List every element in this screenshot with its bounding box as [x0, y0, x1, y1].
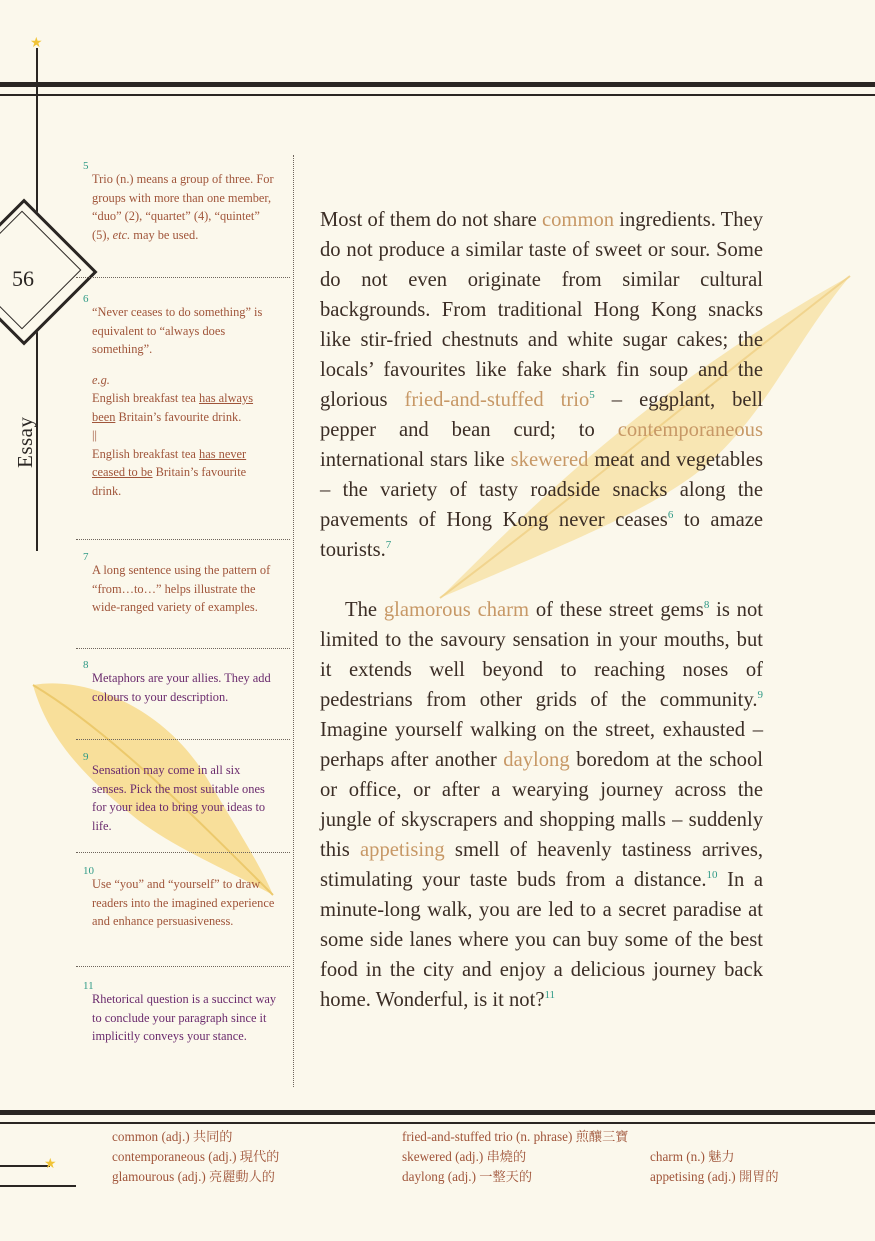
footnote-text: Sensation may come in all six senses. Pick the most suitable ones for your idea to bring your ideas to life. [92, 763, 266, 833]
footnote-9 [80, 751, 278, 835]
section-label: Essay [13, 416, 37, 468]
vocab-entry: common (adj.) 共同的 [112, 1129, 233, 1144]
footnote-number: 6 [83, 293, 89, 305]
vocab-highlight: glamorous charm [383, 599, 530, 621]
vocab-highlight: fried-and-stuffed trio [404, 389, 590, 411]
vocab-entry: contemporaneous (adj.) 現代的 [112, 1149, 280, 1164]
bottom-left-line-2 [0, 1185, 76, 1187]
bottom-left-line [0, 1165, 50, 1167]
vocab-highlight: appetising [360, 839, 445, 861]
footnote-text: A long sentence using the pattern of “from…to…” helps illustrate the wide-ranged variety of examples. [92, 563, 271, 614]
top-rule-thin [0, 94, 875, 96]
vocab-entry: charm (n.) 魅力 [650, 1149, 735, 1164]
vocabulary-column-1 [112, 1127, 279, 1187]
footnote-number: 10 [83, 865, 94, 877]
essay-paragraph-2: The glamorous charm of these street gems$^8$ is not limited to the savoury sensation in your mouths, but it extends well beyond to reaching noses of pedestrians from other grids of the community.$^9$ Imagine yourself walking on the street, exhausted – perhaps after another daylong boredom at the school or office, or after a wearying journey across the jungle of skyscrapers and shopping malls – suddenly this appetising smell of heavenly tastiness arrives, stimulating your taste buds from a distance.$^{10}$ In a minute-long walk, you are led to a secret paradise at some side lanes where you can buy some of the best food in the city and enjoy a delicious journey back home. Wonderful, is it not?$^{11}$ [320, 599, 764, 1011]
essay-body [320, 205, 763, 1015]
footnote-8 [80, 659, 278, 706]
note-separator [76, 277, 290, 278]
footnote-text: may be used. [130, 227, 199, 242]
footnote-text: Rhetorical question is a succinct way to conclude your paragraph since it implicitly conveys your stance. [92, 992, 277, 1043]
note-separator [76, 852, 290, 853]
example-divider: || [92, 428, 97, 442]
footnote-number: 9 [83, 751, 89, 763]
vocab-highlight: daylong [503, 749, 570, 771]
note-separator [76, 648, 290, 649]
page-number: 56 [12, 266, 34, 291]
footnote-marker: 10 [706, 869, 718, 881]
footnote-number: 11 [83, 980, 94, 992]
footnote-7 [80, 551, 278, 617]
vocab-entry: glamourous (adj.) 亮麗動人的 [112, 1169, 275, 1184]
footnote-text: Trio (n.) means a group of three. For groups with more than one member, “duo” (2), “quartet” (4), “quintet” (5), [92, 172, 274, 242]
star-icon-top: ★ [30, 36, 43, 51]
vocab-entry: daylong (adj.) 一整天的 [402, 1169, 533, 1184]
footnote-text: Use “you” and “yourself” to draw readers into the imagined experience and enhance persuasiveness. [92, 877, 275, 928]
vocab-entry: appetising (adj.) 開胃的 [650, 1169, 779, 1184]
footnote-number: 7 [83, 551, 89, 563]
vocab-highlight: skewered [510, 449, 589, 471]
vocab-entry: fried-and-stuffed trio (n. phrase) 煎釀三寶 [402, 1129, 629, 1144]
footnote-text: “Never ceases to do something” is equivalent to “always does something”. [92, 305, 263, 356]
vocab-highlight: common [542, 209, 615, 231]
vocab-entry: skewered (adj.) 串燒的 [402, 1149, 527, 1164]
vocabulary-column-3 [650, 1147, 779, 1187]
footnote-5 [80, 160, 278, 244]
footnote-marker: 7 [385, 539, 392, 551]
footnote-text: Metaphors are your allies. They add colours to your description. [92, 671, 271, 704]
example-label: e.g. [92, 372, 110, 387]
footnote-marker: 5 [589, 389, 595, 401]
footnote-marker: 6 [667, 509, 674, 521]
star-icon-bottom: ★ [44, 1157, 57, 1172]
note-separator [76, 539, 290, 540]
footnote-marker: 11 [544, 989, 556, 1001]
footnote-6 [80, 293, 278, 500]
example-sentence-1: English breakfast tea has always been Britain’s favourite drink. [92, 391, 254, 424]
footnote-text-italic: etc. [112, 227, 131, 242]
vocab-highlight: contemporaneous [617, 419, 763, 441]
note-separator [76, 966, 290, 967]
footnote-number: 8 [83, 659, 89, 671]
footnote-11 [80, 980, 278, 1046]
column-divider [293, 155, 294, 1087]
footnote-marker: 8 [703, 599, 710, 611]
footnote-number: 5 [83, 160, 89, 172]
bottom-rule-thick [0, 1110, 875, 1115]
footnote-10 [80, 865, 278, 931]
footnote-marker: 9 [757, 689, 763, 701]
essay-paragraph-1: Most of them do not share common ingredients. They do not produce a similar taste of sweet or sour. Some do not even originate from similar cultural backgrounds. From traditional Hong Kong snacks like stir-fried chestnuts and white sugar cakes; the locals’ favourites like fake shark fin soup and the glorious fried-and-stuffed trio$^5$ – eggplant, bell pepper and bean curd; to contemporaneous international stars like skewered meat and vegetables – the variety of tasty roadside snacks along the pavements of Hong Kong never ceases$^6$ to amaze tourists.$^7$ [320, 209, 764, 561]
top-rule-thick [0, 82, 875, 87]
note-separator [76, 739, 290, 740]
example-sentence-2: English breakfast tea has never ceased to be Britain’s favourite drink. [92, 446, 247, 498]
bottom-rule-thin [0, 1122, 875, 1124]
vocabulary-column-2 [402, 1127, 628, 1187]
